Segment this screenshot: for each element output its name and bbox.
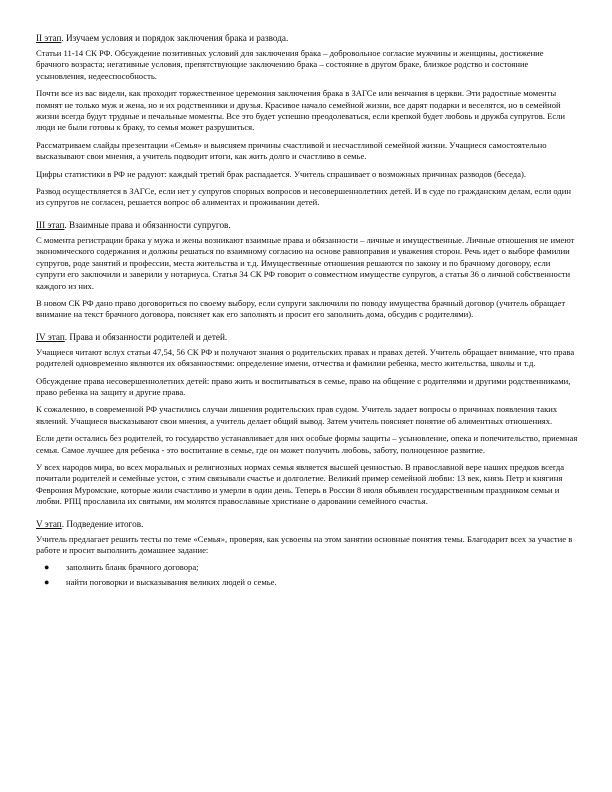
paragraph: В новом СК РФ дано право договориться по своему выбору, если супруги заключили по поводу имущества брачный договор (учитель обращает внимание на текст брачного договора, поясняет как его заполнять и просит его заполнить дома, обсудив с родителями). <box>36 297 566 320</box>
list-item <box>44 562 578 573</box>
paragraph: С момента регистрации брака у мужа и жены возникают взаимные права и обязанности – личные и имущественные. Личные отношения не имеют экономического содержания и должны решаться по взаимному согласию на основе равноправия и уважения сторон. Речь идет о выборе фамилии супругов, роде занятий и профессии, места жительства и т.д. Имущественные отношения решаются по закону и по брачному договору, если супруги его заключили и заверили у нотариуса. Статья 34 СК РФ говорит о совместном имуществе супругов, а статья 36 о личной собственности каждого из них. <box>36 234 575 291</box>
stage-label: II этап <box>36 33 62 43</box>
paragraph: К сожалению, в современной РФ участились случаи лишения родительских прав судом. Учитель задает вопросы о причинах появления таких явлений. Учащиеся высказывают свои мнения, а учитель делает общий вывод. Затем учитель поясняет понятие об алиментных отношениях. <box>36 404 558 426</box>
bullet-icon: ● <box>44 562 50 573</box>
list-item-text: заполнить бланк брачного договора; <box>66 562 199 573</box>
document-page <box>36 32 578 598</box>
stage-label: V этап <box>36 518 62 529</box>
homework-list <box>36 562 578 588</box>
paragraph: Цифры статистики в РФ не радуют: каждый третий брак распадается. Учитель спрашивает о возможных причинах разводов (беседа). <box>36 168 526 179</box>
list-item-text: найти поговорки и высказывания великих людей о семье. <box>66 576 277 587</box>
stage-label: IV этап <box>36 331 65 342</box>
section-heading <box>36 518 578 530</box>
bullet-icon: ● <box>44 576 50 587</box>
section-stage-4 <box>36 331 578 508</box>
section-title: . Взаимные права и обязанности супругов. <box>64 219 231 230</box>
paragraph: Обсуждение права несовершеннолетних детей: право жить и воспитываться в семье, право на общение с родителями и другими родственниками, право ребенка на защиту и другие права. <box>36 375 571 397</box>
paragraph: Статьи 11-14 СК РФ. Обсуждение позитивных условий для заключения брака – добровольное согласие мужчины и женщины, достижение брачного возраста; негативные условия, препятствующие заключению брака – состояние в другом браке, близкое родство и состояние усыновления, недееспособность. <box>36 48 544 81</box>
section-title: . Изучаем условия и порядок заключения брака и развода. <box>61 33 289 43</box>
section-title: . Права и обязанности родителей и детей. <box>64 331 228 342</box>
section-title: . Подведение итогов. <box>61 518 144 529</box>
section-heading <box>36 219 578 231</box>
paragraph: Рассматриваем слайды презентации «Семья» и выясняем причины счастливой и несчастливой семейной жизни. Учащиеся самостоятельно высказывают свои мнения, а учитель подводит итоги, как жить долго и счастливо в семье. <box>36 139 547 162</box>
paragraph: Если дети остались без родителей, то государство устанавливает для них особые формы защиты – усыновление, опека и попечительство, приемная семья. Самое лучшее для ребенка - это воспитание в семье, где он может получить любовь, заботу, полноценное развитие. <box>36 433 578 455</box>
paragraph: Учащиеся читают вслух статьи 47,54, 56 СК РФ и получают знания о родительских правах и правах детей. Учитель обращает внимание, что права родителей одновременно являются их обязанностями: определение имени, отчества и фамилии ребенка, место жительства, школы и т.д. <box>36 346 575 369</box>
paragraph: Почти все из вас видели, как проходит торжественное церемония заключения брака в ЗАГСе или венчания в церкви. Эти радостные моменты помнят не только муж и жена, но и их родственники и друзья. Красивое начало семейной жизни, все дарят подарки и веселятся, но в семейной жизни всегда будут трудные и печальные моменты. Все это будет успешно преодолеваться, если крепкой будет любовь и дружба супругов. Если люди не были готовы к браку, то семья может разрушиться. <box>36 88 566 133</box>
paragraph: У всех народов мира, во всех моральных и религиозных нормах семья является высшей ценностью. В православной вере наших предков всегда почитали родителей и семейные устои, с этим связывали счастье и долголетие. Великий пример семейной любви: 13 век, князь Петр и княгиня Феврония Муромские, которые жили счастливо и умерли в один день. Теперь в России 8 июля объявлен государственным праздником семьи и любви. РПЦ прославила их святыми, им молятся православные христиане о даровании семейного счастья. <box>36 461 565 507</box>
section-stage-2 <box>36 32 578 209</box>
paragraph: Развод осуществляется в ЗАГСе, если нет у супругов спорных вопросов и несовершеннолетних детей. И в суде по гражданским делам, если один из супругов не согласен, решается вопрос об алиментах и проживании детей. <box>36 186 571 208</box>
list-item <box>44 576 578 588</box>
section-heading <box>36 32 578 44</box>
section-heading <box>36 331 578 343</box>
section-stage-3 <box>36 219 578 321</box>
paragraph: Учитель предлагает решить тесты по теме «Семья», проверяя, как усвоены на этом занятии основные понятия темы. Благодарит всех за участие в работе и просит выполнить домашнее задание: <box>36 533 573 555</box>
section-stage-5 <box>36 518 578 589</box>
stage-label: III этап <box>36 219 65 230</box>
